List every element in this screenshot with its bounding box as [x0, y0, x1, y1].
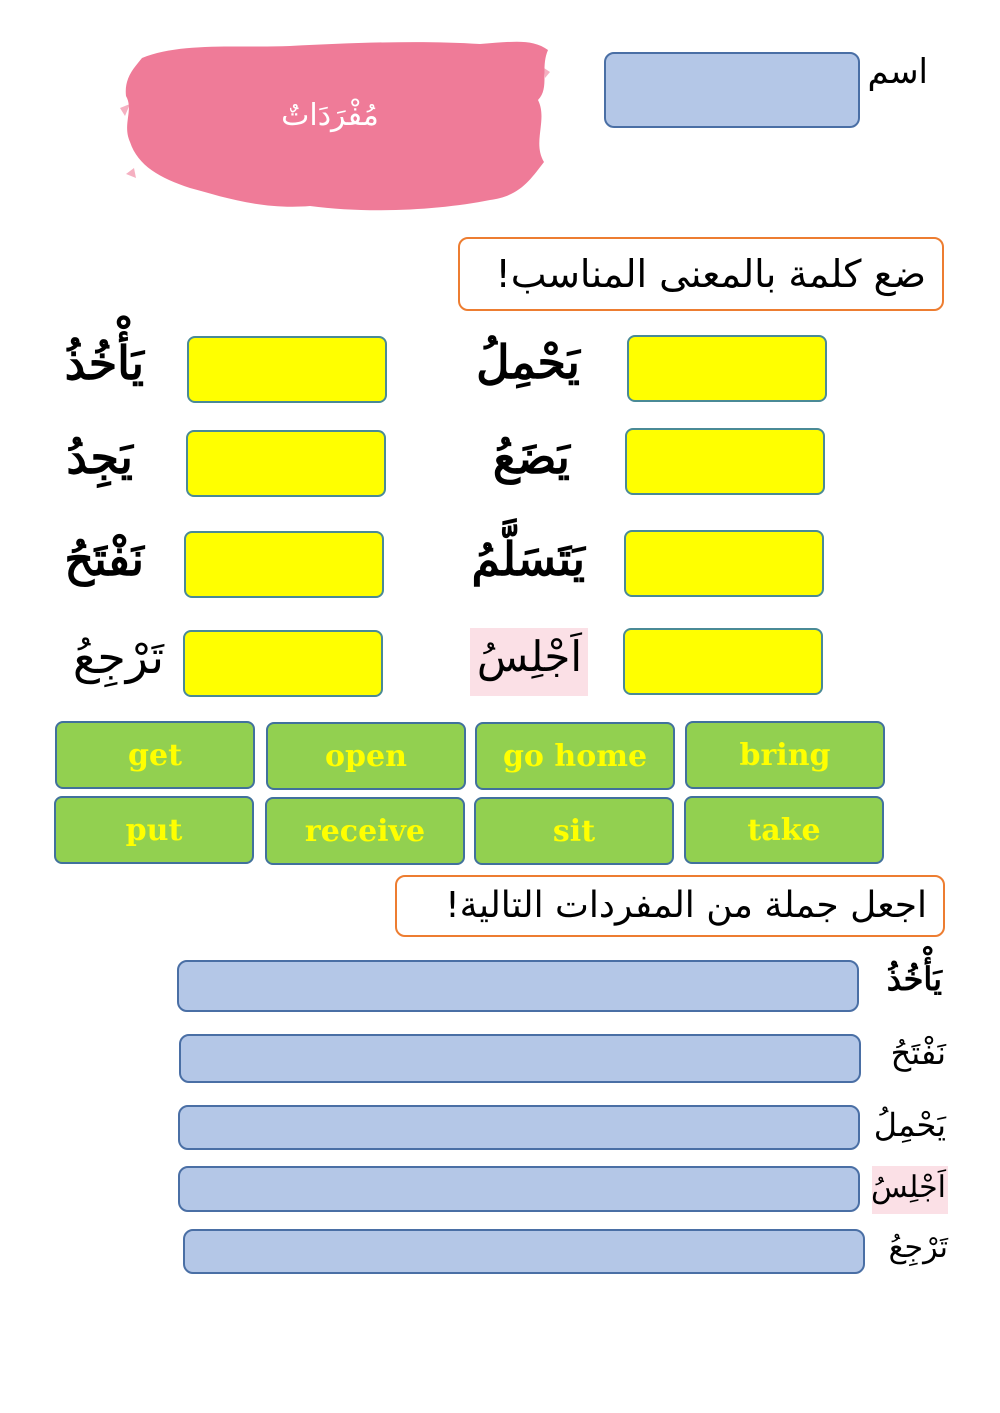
word-label: يَتَسَلَّمُ: [471, 532, 585, 586]
word-label: يَحْمِلُ: [873, 1106, 946, 1144]
page-title: مُفْرَدَاتٌ: [281, 98, 379, 133]
answer-box[interactable]: [183, 630, 383, 697]
answer-box[interactable]: [186, 430, 386, 497]
sentence-input[interactable]: [178, 1105, 860, 1150]
matching-instruction: ضع كلمة بالمعنى المناسب!: [458, 237, 944, 311]
answer-box[interactable]: [623, 628, 823, 695]
word-chip[interactable]: get: [55, 721, 255, 789]
word-label: يَأْخُذُ: [886, 960, 942, 998]
name-input[interactable]: [604, 52, 860, 128]
word-label: تَرْجِعُ: [72, 630, 164, 684]
word-chip[interactable]: go home: [475, 722, 675, 790]
answer-box[interactable]: [625, 428, 825, 495]
sentence-input[interactable]: [183, 1229, 865, 1274]
word-label: اَجْلِسُ: [870, 1170, 946, 1205]
answer-box[interactable]: [184, 531, 384, 598]
word-chip[interactable]: take: [684, 796, 884, 864]
word-chip[interactable]: receive: [265, 797, 465, 865]
word-chip[interactable]: open: [266, 722, 466, 790]
sentence-instruction: اجعل جملة من المفردات التالية!: [395, 875, 945, 937]
word-label: يَحْمِلُ: [476, 335, 580, 389]
sentence-input[interactable]: [177, 960, 859, 1012]
answer-box[interactable]: [624, 530, 824, 597]
answer-box[interactable]: [627, 335, 827, 402]
word-label: يَضَعُ: [492, 430, 570, 484]
name-label: اسم: [867, 52, 928, 92]
word-label: نَفْتَحُ: [64, 532, 144, 586]
word-label: نَفْتَحُ: [890, 1034, 946, 1072]
answer-box[interactable]: [187, 336, 387, 403]
sentence-input[interactable]: [179, 1034, 861, 1083]
word-label: اَجْلِسُ: [476, 632, 582, 681]
word-label: يَجِدُ: [66, 430, 133, 484]
sentence-input[interactable]: [178, 1166, 860, 1212]
word-label: يَأْخُذُ: [64, 336, 144, 390]
word-chip[interactable]: sit: [474, 797, 674, 865]
word-label: تَرْجِعُ: [888, 1230, 948, 1265]
word-chip[interactable]: bring: [685, 721, 885, 789]
word-chip[interactable]: put: [54, 796, 254, 864]
